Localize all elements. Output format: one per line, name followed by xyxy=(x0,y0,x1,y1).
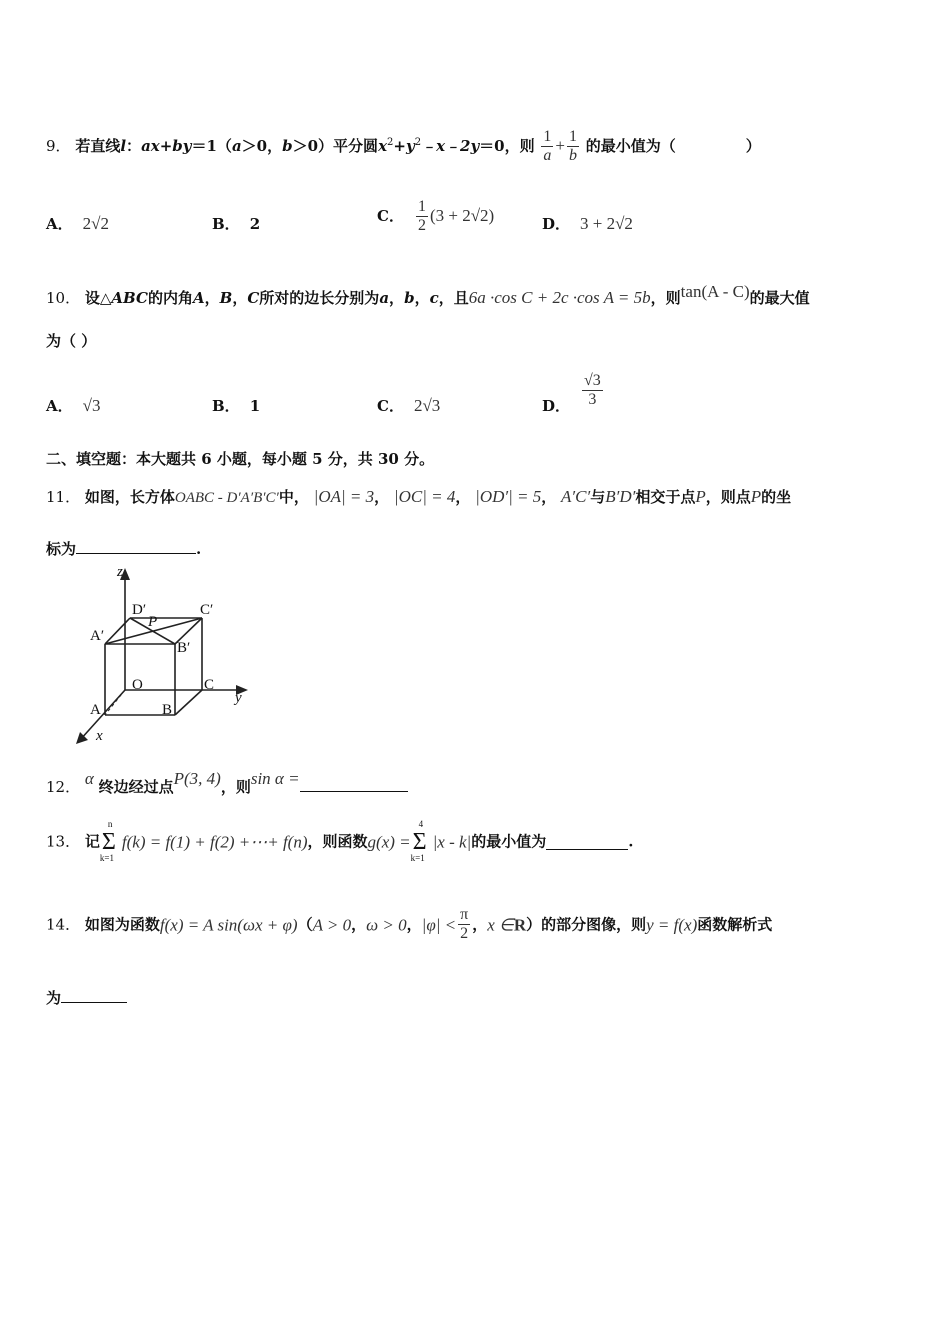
q14-text-c: ）的部分图像，则 xyxy=(526,915,647,934)
q11-text-c: 与 xyxy=(590,488,606,506)
q10-text-d: ，且 xyxy=(438,289,469,307)
label-o: O xyxy=(132,677,143,693)
q10-text-f: 的最大值 xyxy=(749,289,810,307)
q14-comma: ， xyxy=(406,915,422,934)
q14-text-d: 函数解析式 xyxy=(697,915,773,934)
q9-sup-a: 2 xyxy=(387,136,394,148)
q11-stem xyxy=(46,488,791,506)
q10-angle-a: A xyxy=(192,289,205,307)
q9-circle-x: x xyxy=(378,136,388,155)
q14-comma: ， xyxy=(351,915,367,934)
q11-text-e: ，则点 xyxy=(705,488,751,506)
q10-option-c: C． 2√3 xyxy=(377,396,441,415)
q12-text-a: 终边经过点 xyxy=(98,778,174,796)
q11-line2-text: 标为 xyxy=(46,540,77,558)
q9-plus: + xyxy=(393,136,406,155)
q13-stem xyxy=(46,820,633,864)
q12-stem xyxy=(46,770,408,795)
q11-solid: OABC - D′A′B′C′ xyxy=(174,490,279,506)
q14-answer-blank[interactable] xyxy=(61,988,127,1003)
q9-cond-b: b xyxy=(282,136,293,155)
q10-text-b: 的内角 xyxy=(147,289,193,307)
q10-tan-expr: tan(A - C) xyxy=(680,282,750,301)
q14-cond1: A > 0 xyxy=(312,915,352,935)
q14-func: f(x) = A sin(ωx + φ) xyxy=(159,915,298,935)
q9-eq1: ax+by xyxy=(141,136,192,155)
label-x: x xyxy=(96,728,103,744)
q10-angle-c: C xyxy=(247,289,260,307)
q13-sum2: 4 Σ k=1 xyxy=(410,819,427,863)
q9-option-a: A． 2√2 xyxy=(46,214,109,233)
q12-answer-blank[interactable] xyxy=(300,777,408,792)
q12-point: P(3, 4) xyxy=(173,769,221,788)
q11-sep: ， xyxy=(541,488,557,506)
q9-text-d: ＞0， xyxy=(241,136,283,155)
q14-cond2: ω > 0 xyxy=(366,915,407,935)
label-y: y xyxy=(235,690,242,706)
q9-option-b: B． 2 xyxy=(212,215,261,233)
q11-ac: A′C′ xyxy=(561,487,591,506)
q9-text-a: 若直线 xyxy=(75,136,121,155)
q11-text-a: 如图，长方体 xyxy=(84,488,175,506)
q9-circle-rest: ﹣x﹣2y xyxy=(421,136,480,155)
q12-text-b: ，则 xyxy=(220,778,251,796)
q9-sup-b: 2 xyxy=(414,136,422,148)
q14-text-b: （ xyxy=(297,915,313,934)
q9-stem xyxy=(46,128,761,166)
q11-sep: ， xyxy=(374,488,390,506)
q9-close: ） xyxy=(745,136,761,155)
q14-stem xyxy=(46,906,772,944)
q10-option-d: D． $\frac{√3}{3}$ xyxy=(542,372,601,415)
q12-expr: sin α = xyxy=(250,769,300,788)
q10-comma: ， xyxy=(204,289,220,307)
q11-answer-blank[interactable] xyxy=(76,539,196,554)
q10-side-b: b xyxy=(404,289,415,307)
q10-equation: 6a ·cos C + 2c ·cos A = 5b xyxy=(468,288,651,307)
q11-end: . xyxy=(196,540,202,558)
q14-yfx: y = f(x) xyxy=(646,915,698,935)
q9-frac1: $\frac{1}{a}$ xyxy=(543,128,552,165)
q13-end: . xyxy=(628,832,634,851)
q13-number: 13． xyxy=(46,832,81,851)
q13-text-b: ，则函数 xyxy=(307,832,368,851)
q14-stem-line2 xyxy=(46,988,127,1006)
q10-text-e: ，则 xyxy=(650,289,681,307)
q14-pi-frac: $\frac{\pi}{2}$ xyxy=(460,906,469,943)
q10-number: 10． xyxy=(46,289,81,307)
q11-od: |OD′| = 5 xyxy=(475,487,542,506)
q14-number: 14． xyxy=(46,915,81,934)
q13-text-c: 的最小值为 xyxy=(471,832,547,851)
q9-option-d: D． 3 + 2√2 xyxy=(542,214,633,233)
label-a1: A′ xyxy=(90,628,105,644)
q10-option-a: A． √3 xyxy=(46,396,101,415)
q11-oa: |OA| = 3 xyxy=(313,487,375,506)
q12-alpha: α xyxy=(84,769,94,788)
q11-text-b: 中， xyxy=(278,488,309,506)
q9-frac2: $\frac{1}{b}$ xyxy=(568,128,577,165)
q13-answer-blank[interactable] xyxy=(546,835,628,850)
q11-number: 11． xyxy=(46,488,81,506)
q9-text-c: ＝1（ xyxy=(191,136,232,155)
q10-option-b: B． 1 xyxy=(212,397,261,415)
q10-angle-b: B xyxy=(219,289,233,307)
q10-stem-line2: 为（ ） xyxy=(46,332,97,350)
q10-comma: ， xyxy=(232,289,248,307)
q14-comma: ， xyxy=(472,915,488,934)
q10-triangle: ABC xyxy=(111,289,148,307)
q13-g-lhs: g(x) = xyxy=(367,832,411,852)
q13-sum1-body: f(k) = f(1) + f(2) +⋯+ f(n) xyxy=(121,832,308,852)
q11-point-p: P xyxy=(695,487,706,506)
q9-option-c: C． $\frac{1}{2}$ (3 + 2√2) xyxy=(377,198,495,235)
q9-circle-y: y xyxy=(405,136,415,155)
q11-bd: B′D′ xyxy=(605,487,636,506)
label-c1: C′ xyxy=(200,602,214,618)
q14-phi: |φ| < xyxy=(421,915,457,935)
q10-text-c: 所对的边长分别为 xyxy=(259,289,380,307)
q14-set-r: R xyxy=(513,915,527,935)
label-d1: D′ xyxy=(132,602,147,618)
q11-oc: |OC| = 4 xyxy=(393,487,456,506)
label-b: B xyxy=(162,702,173,718)
q10-comma: ， xyxy=(414,289,430,307)
q14-text-a: 如图为函数 xyxy=(84,915,160,934)
q11-text-f: 的坐 xyxy=(761,488,792,506)
q9-text-f: ＝0，则 xyxy=(479,136,535,155)
q9-cond-a: a xyxy=(231,136,242,155)
q12-number: 12． xyxy=(46,778,81,796)
q11-sep: ， xyxy=(455,488,471,506)
q9-number: 9． xyxy=(46,136,71,155)
section-title: 二、填空题：本大题共 6 小题，每小题 5 分，共 30 分。 xyxy=(46,450,435,468)
q9-frac-plus: + xyxy=(555,135,565,155)
q10-text-a: 设△ xyxy=(84,289,112,307)
q11-text-d: 相交于点 xyxy=(635,488,696,506)
q9-text-b: ： xyxy=(126,136,142,155)
q11-stem-line2 xyxy=(46,539,201,557)
q10-side-c: c xyxy=(429,289,439,307)
q9-text-e: ＞0）平分圆 xyxy=(292,136,379,155)
q10-comma: ， xyxy=(389,289,405,307)
q10-stem xyxy=(46,283,810,306)
label-c: C xyxy=(204,677,215,693)
q14-line2-text: 为 xyxy=(46,989,62,1007)
q10-side-a: a xyxy=(379,289,390,307)
q13-sum1: n Σ k=1 xyxy=(99,819,116,863)
label-a: A xyxy=(90,702,101,718)
cuboid-figure xyxy=(70,560,270,745)
label-b1: B′ xyxy=(177,640,191,656)
q9-text-g: 的最小值为（ xyxy=(585,136,676,155)
label-p: P xyxy=(148,614,158,630)
q14-x-in: x ∈ xyxy=(487,915,514,935)
q11-point-p: P xyxy=(750,487,762,506)
q13-text-a: 记 xyxy=(84,832,100,851)
q13-sum2-body: |x - k| xyxy=(432,832,472,852)
label-z: z xyxy=(117,564,123,580)
q9-line-var: l xyxy=(120,136,127,155)
